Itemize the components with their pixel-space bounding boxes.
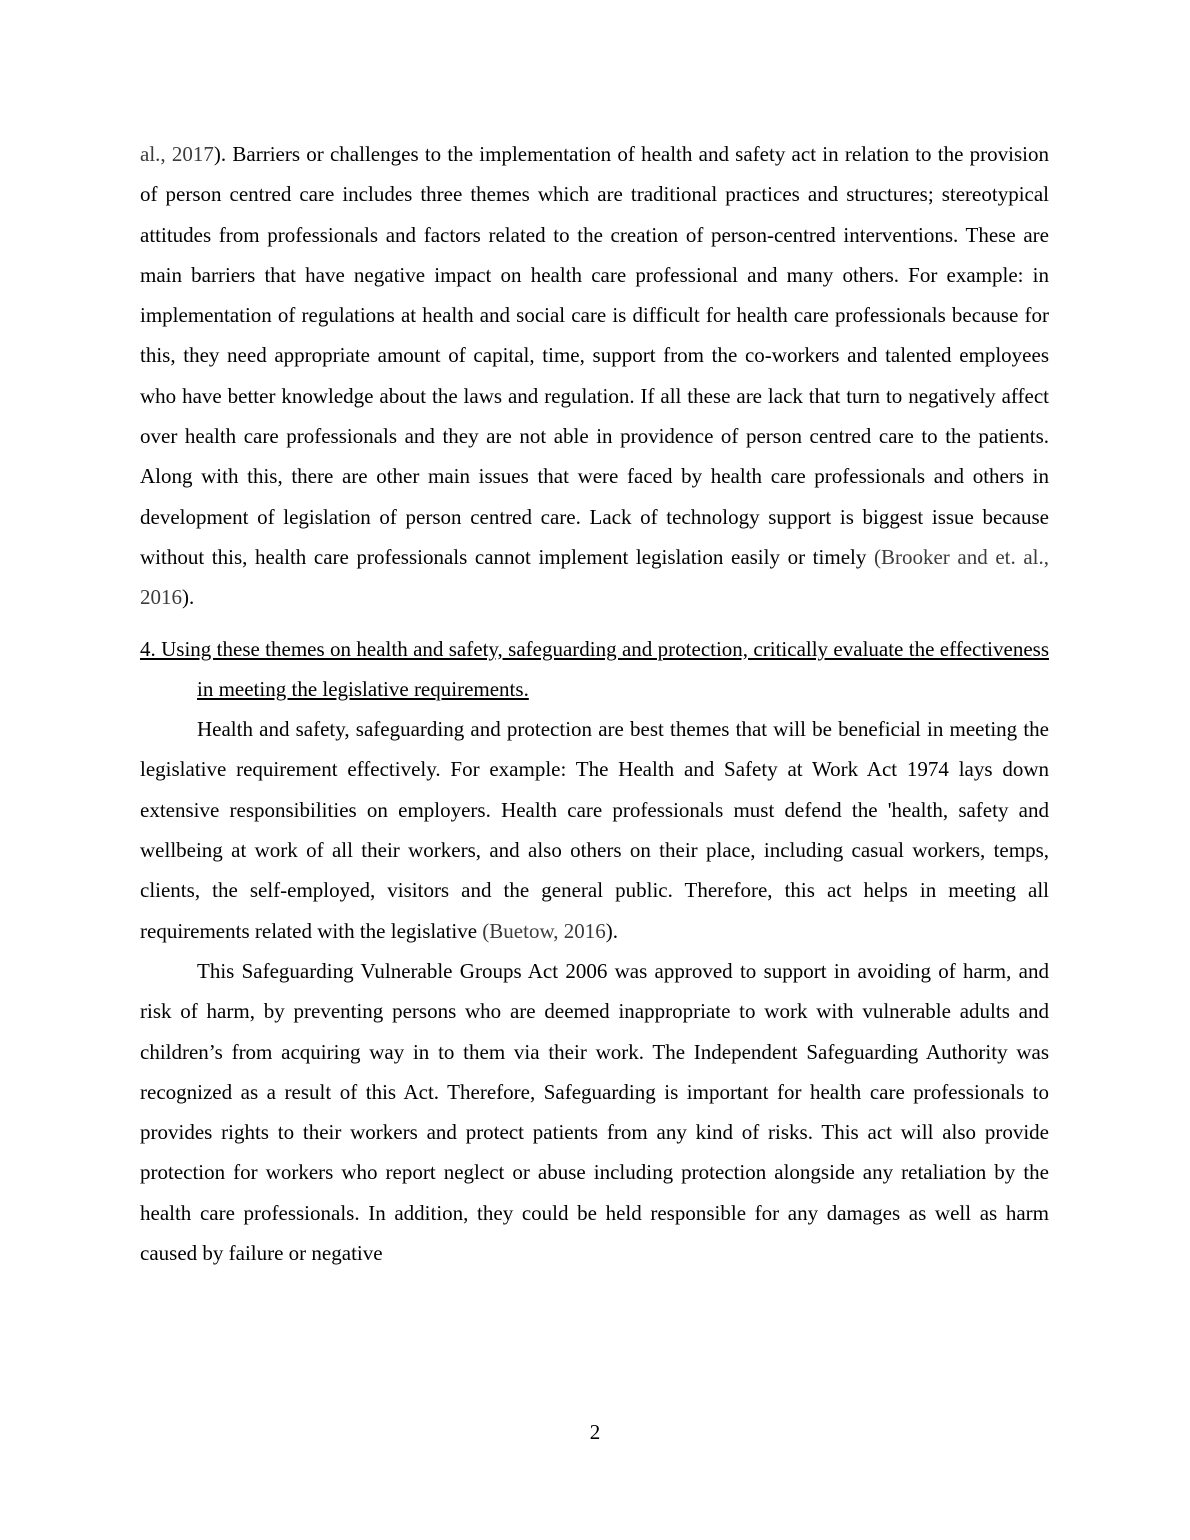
paragraph-safeguarding	[140, 951, 1049, 1273]
citation: (Brooker and et. al., 2016	[140, 544, 1049, 610]
paragraph-text: This Safeguarding Vulnerable Groups Act 2006 was approved to support in avoiding of harm, and risk of harm, by preventing persons who are deemed inappropriate to work with vulnerable adults and children’s from acquiring way in to them via their work. The Independent Safeguarding Authority was recognized as a result of this Act. Therefore, Safeguarding is important for health care professionals to provides rights to their workers and protect patients from any kind of risks. This act will also provide protection for workers who report neglect or abuse including protection alongside any retaliation by the health care professionals. In addition, they could be held responsible for any damages as well as harm caused by failure or negative	[140, 958, 1049, 1266]
paragraph-text: Health and safety, safeguarding and protection are best themes that will be beneficial in meeting the legislative requirement effectively. For example: The Health and Safety at Work Act 1974 lays down extensive responsibilities on employers. Health care professionals must defend the 'health, safety and wellbeing at work of all their workers, and also others on their place, including casual workers, temps, clients, the self-employed, visitors and the general public. Therefore, this act helps in meeting all requirements related with the legislative	[140, 717, 1049, 943]
paragraph-health-safety	[140, 709, 1049, 951]
section-heading-4: 4. Using these themes on health and safety, safeguarding and protection, critically evaluate the effectiveness in meeting the legislative requirements.	[140, 636, 1049, 701]
page-number: 2	[589, 1420, 601, 1444]
paragraph-barriers	[140, 134, 1049, 618]
paragraph-text: ). Barriers or challenges to the implementation of health and safety act in relation to the provision of person centred care includes three themes which are traditional practices and structures; stereotypical attitudes from professionals and factors related to the creation of person-centred interventions. These are main barriers that have negative impact on health care professional and many others. For example: in implementation of regulations at health and social care is difficult for health care professionals because for this, they need appropriate amount of capital, time, support from the co-workers and talented employees who have better knowledge about the laws and regulation. If all these are lack that turn to negatively affect over health care professionals and they are not able in providence of person centred care to the patients. Along with this, there are other main issues that were faced by health care professionals and others in development of legislation of person centred care. Lack of technology support is biggest issue because without this, health care professionals cannot implement legislation easily or timely	[140, 142, 1050, 569]
paragraph-tail: ).	[605, 918, 619, 943]
citation: al., 2017	[140, 142, 214, 166]
citation: (Buetow, 2016	[482, 918, 606, 943]
page-body	[140, 134, 1049, 1273]
paragraph-tail: ).	[182, 585, 195, 610]
